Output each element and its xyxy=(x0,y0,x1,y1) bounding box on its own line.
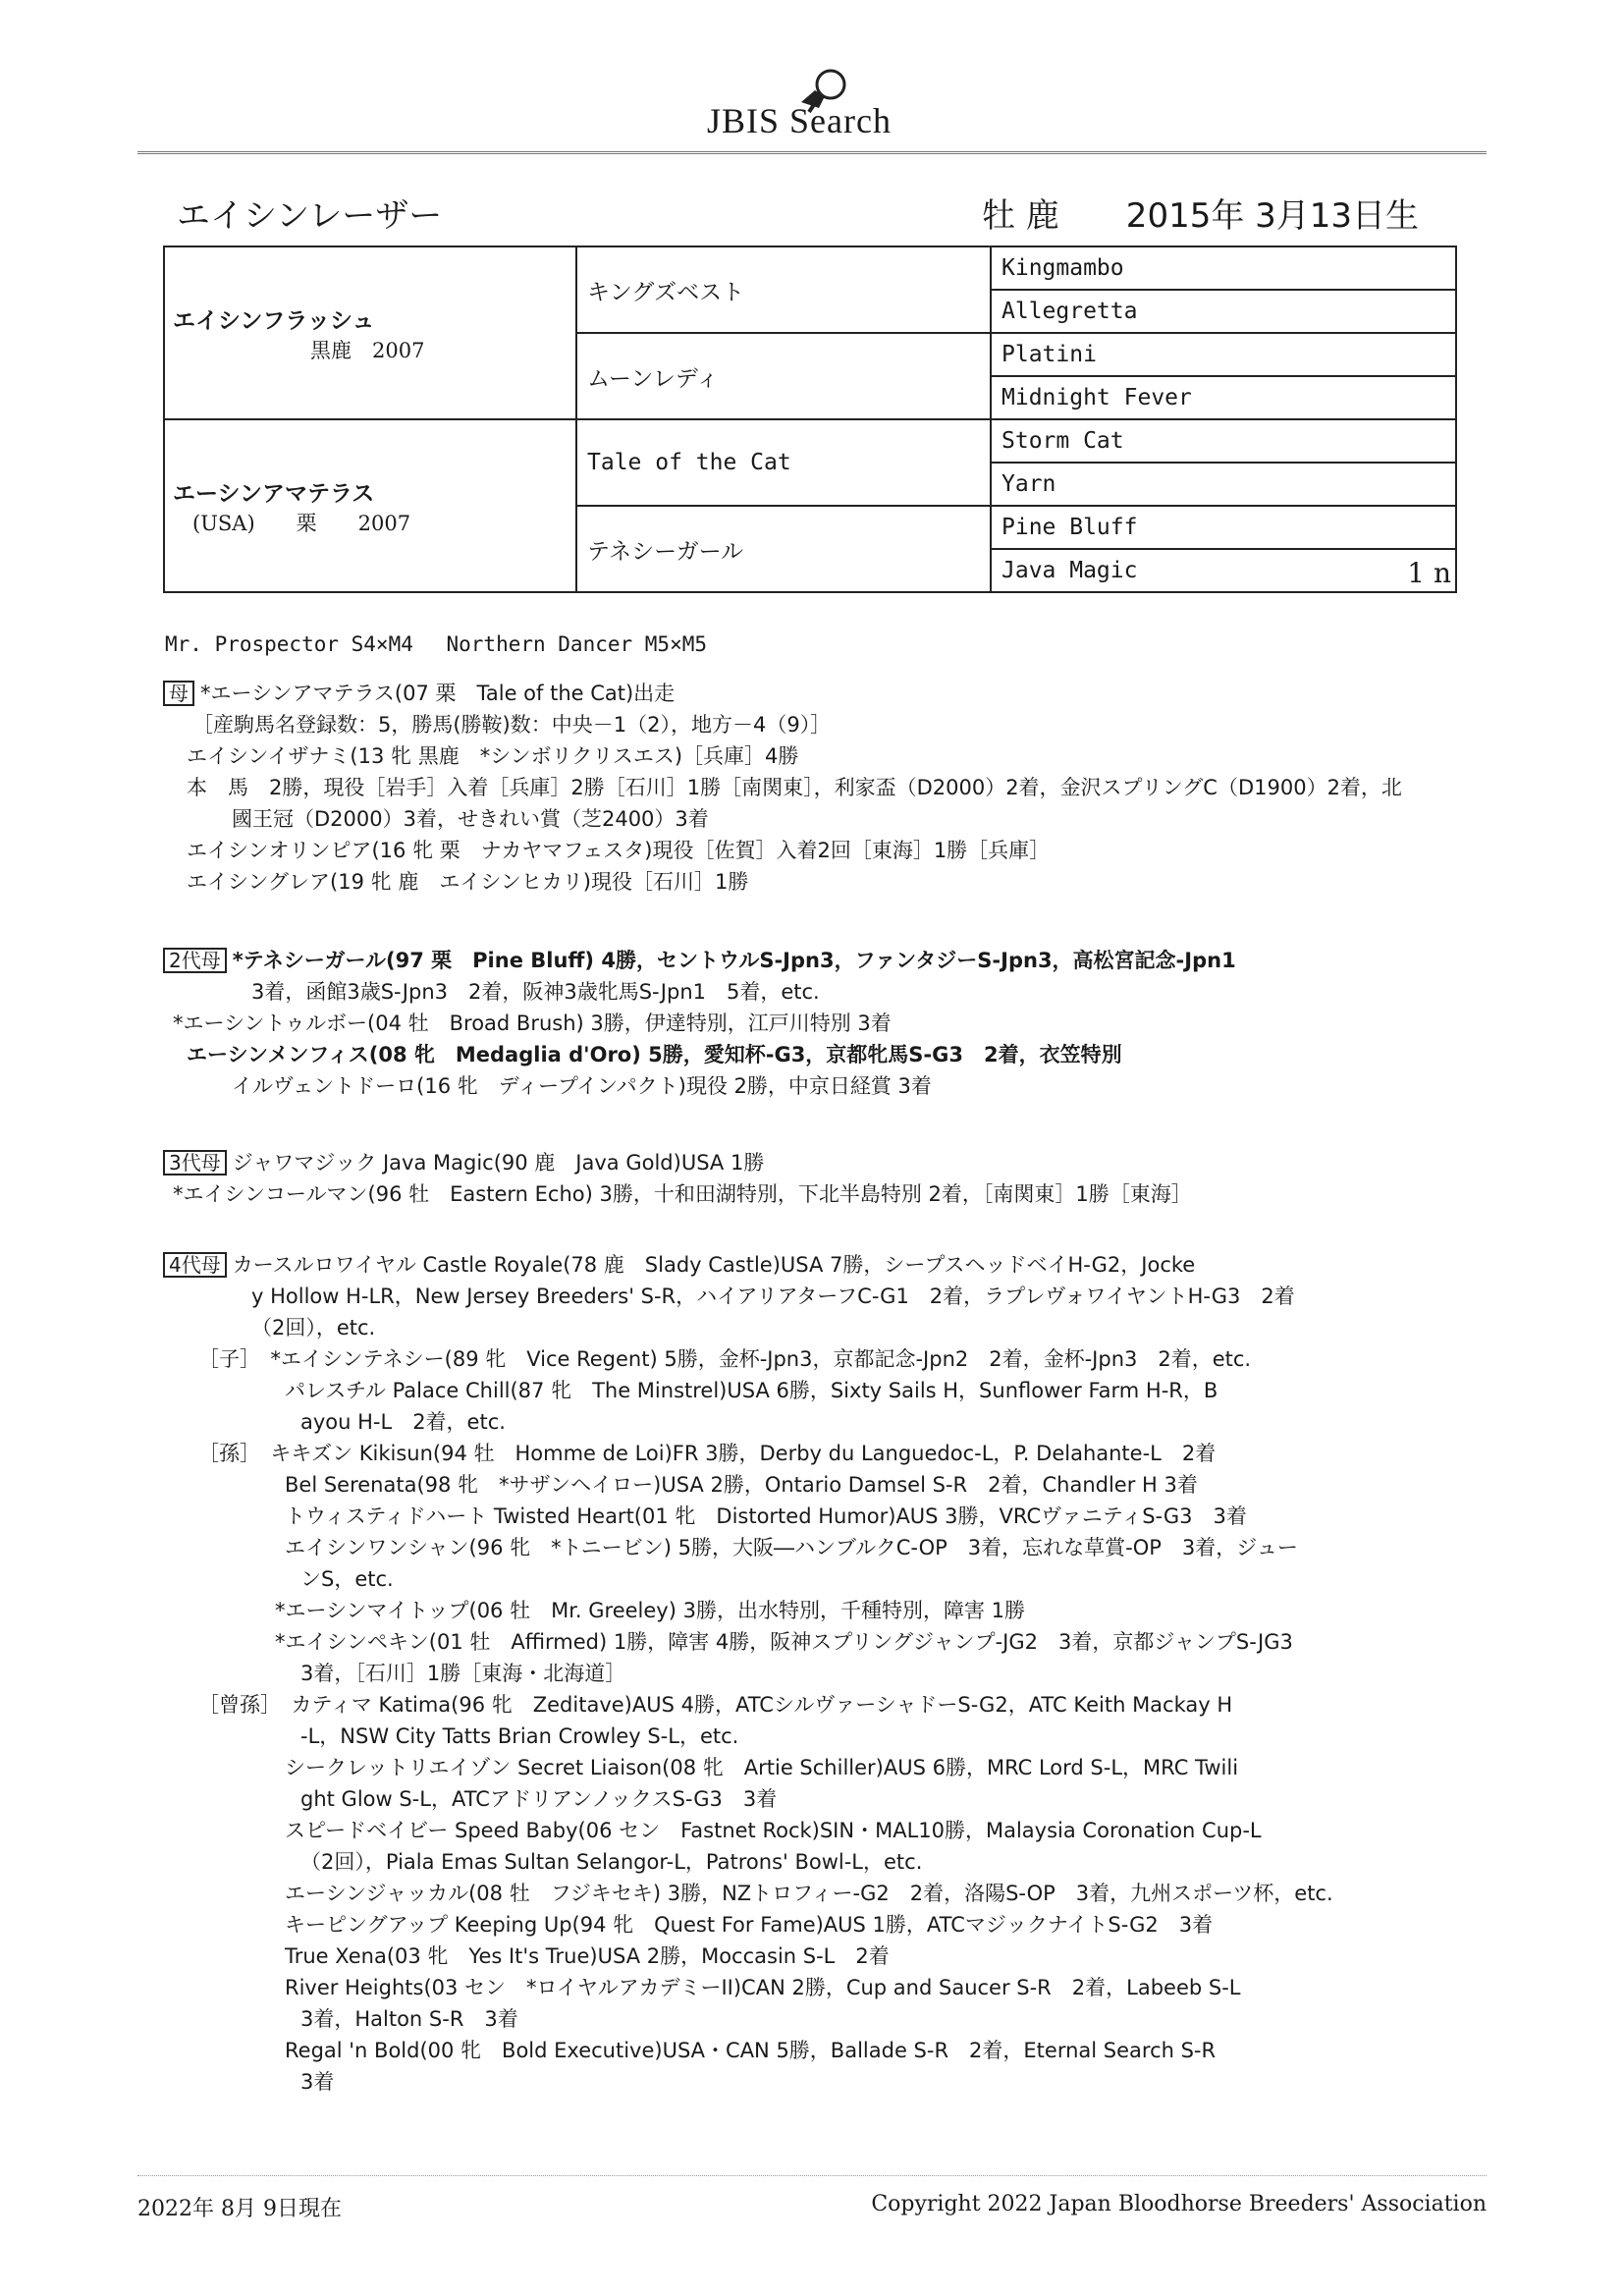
list-item: エイシンワンシャン(96 牝 *トニービン) 5勝，大阪―ハンブルクC-OP 3着，忘れな草賞-OP 3着，ジュー xyxy=(285,1536,1298,1559)
fourth-dam-section xyxy=(163,1249,1333,2098)
list-item: 本 馬 2勝，現役［岩手］入着［兵庫］2勝［石川］1勝［南関東］，利家盃（D2000）2着，金沢スプリングC（D1900）2着，北 xyxy=(187,776,1402,799)
list-item: エーシンジャッカル(08 牡 フジキセキ) 3勝，NZトロフィー-G2 2着，洛陽S-OP 3着，九州スポーツ杯，etc. xyxy=(285,1882,1333,1905)
section-tag: 母 xyxy=(163,681,194,706)
dam-name: エーシンアマテラス xyxy=(173,480,375,507)
section-tag: 4代母 xyxy=(163,1252,227,1278)
footer-rule xyxy=(137,2175,1487,2176)
list-item: 母 *エーシンアマテラス(07 栗 Tale of the Cat)出走 xyxy=(163,678,1402,709)
footer-date: 2022年 8月 9日現在 xyxy=(137,2197,342,2221)
ancestor-5: Storm Cat xyxy=(991,419,1456,463)
dam-dam: テネシーガール xyxy=(576,506,991,592)
dam-cell xyxy=(164,419,576,592)
sire-name: エイシンフラッシュ xyxy=(173,307,375,334)
list-item: ayou H-L 2着，etc. xyxy=(300,1410,506,1434)
horse-info: 牡 鹿 2015年 3月13日生 xyxy=(982,196,1420,236)
ancestor-1: Kingmambo xyxy=(991,246,1456,290)
list-item: *エイシンコールマン(96 牡 Eastern Echo) 3勝，十和田湖特別，下北半島特別 2着，［南関東］1勝［東海］ xyxy=(173,1182,1192,1206)
list-item: 國王冠（D2000）3着，せきれい賞（芝2400）3着 xyxy=(232,807,709,831)
list-item: ［子］ *エイシンテネシー(89 牝 Vice Regent) 5勝，金杯-Jpn3，京都記念-Jpn2 2着，金杯-Jpn3 2着，etc. xyxy=(198,1347,1252,1371)
dam-section xyxy=(163,678,1402,898)
list-item: True Xena(03 牝 Yes It's True)USA 2勝，Moccasin S-L 2着 xyxy=(285,1944,890,1968)
sire-cell xyxy=(164,246,576,419)
third-dam-section xyxy=(163,1147,1192,1210)
ancestor-6: Yarn xyxy=(991,463,1456,506)
list-item: Bel Serenata(98 牝 *サザンヘイロー)USA 2勝，Ontario Damsel S-R 2着，Chandler H 3着 xyxy=(285,1473,1198,1497)
list-item: エイシンイザナミ(13 牝 黒鹿 *シンボリクリスエス)［兵庫］4勝 xyxy=(187,744,799,768)
list-item: エイシングレア(19 牝 鹿 エイシンヒカリ)現役［石川］1勝 xyxy=(187,870,749,894)
second-dam-section xyxy=(163,945,1236,1102)
list-item: シークレットリエイゾン Secret Liaison(08 牝 Artie Schiller)AUS 6勝，MRC Lord S-L，MRC Twili xyxy=(285,1756,1239,1779)
horse-name: エイシンレーザー xyxy=(177,196,443,236)
list-item: 3着，函館3歳S-Jpn3 2着，阪神3歳牝馬S-Jpn1 5着，etc. xyxy=(251,980,820,1004)
list-item: エーシンメンフィス(08 牝 Medaglia d'Oro) 5勝，愛知杯-G3，京都牝馬S-G3 2着，衣笠特別 xyxy=(187,1043,1122,1066)
list-item: ［産駒馬名登録数：5，勝馬(勝鞍)数：中央－1（2），地方－4（9）］ xyxy=(192,713,832,737)
list-item: イルヴェントドーロ(16 牝 ディープインパクト)現役 2勝，中京日経賞 3着 xyxy=(232,1074,932,1098)
list-item: ンS，etc. xyxy=(300,1567,394,1591)
list-item: 3着 xyxy=(300,2070,335,2094)
sire-dam: ムーンレディ xyxy=(576,333,991,419)
list-item: （2回），etc. xyxy=(251,1316,376,1339)
header-rule xyxy=(137,151,1487,154)
jbis-search-logo xyxy=(707,77,933,147)
list-item: ［孫］ キキズン Kikisun(94 牡 Homme de Loi)FR 3勝，Derby du Languedoc-L，P. Delahante-L 2着 xyxy=(198,1442,1217,1465)
logo-text: JBIS Search xyxy=(707,101,892,140)
list-item: 3着，Halton S-R 3着 xyxy=(300,2007,518,2031)
list-item: *エーシンマイトップ(06 牡 Mr. Greeley) 3勝，出水特別，千種特別，障害 1勝 xyxy=(275,1599,1026,1622)
list-item: y Hollow H-LR，New Jersey Breeders' S-R，ハイアリアターフC-G1 2着，ラプレヴォワイヤントH-G3 2着 xyxy=(251,1285,1295,1308)
footer-copyright: Copyright 2022 Japan Bloodhorse Breeders' Association xyxy=(871,2192,1487,2216)
ancestor-8-name: Java Magic xyxy=(1001,558,1138,583)
ancestor-8 xyxy=(991,549,1456,592)
ancestor-7: Pine Bluff xyxy=(991,506,1456,549)
list-item: River Heights(03 セン *ロイヤルアカデミーII)CAN 2勝，Cup and Saucer S-R 2着，Labeeb S-L xyxy=(285,1976,1241,1999)
inbreeding-line: Mr. Prospector S4×M4 Northern Dancer M5×M5 xyxy=(165,632,708,656)
list-item: -L，NSW City Tatts Brian Crowley S-L，etc. xyxy=(300,1724,739,1748)
list-item: （2回），Piala Emas Sultan Selangor-L，Patrons' Bowl-L，etc. xyxy=(300,1850,923,1874)
dam-sire: Tale of the Cat xyxy=(576,419,991,506)
section-tag: 2代母 xyxy=(163,948,227,973)
list-item: スピードベイビー Speed Baby(06 セン Fastnet Rock)SIN・MAL10勝，Malaysia Coronation Cup-L xyxy=(285,1819,1262,1842)
list-item: パレスチル Palace Chill(87 牝 The Minstrel)USA 6勝，Sixty Sails H，Sunflower Farm H-R，B xyxy=(285,1379,1218,1402)
list-item: 3代母 ジャワマジック Java Magic(90 鹿 Java Gold)USA 1勝 xyxy=(163,1147,1192,1178)
list-item: Regal 'n Bold(00 牝 Bold Executive)USA・CAN 5勝，Ballade S-R 2着，Eternal Search S-R xyxy=(285,2039,1217,2062)
family-number: 1 n xyxy=(1407,557,1451,589)
section-tag: 3代母 xyxy=(163,1150,227,1175)
ancestor-3: Platini xyxy=(991,333,1456,376)
list-item: ［曾孫］ カティマ Katima(96 牝 Zeditave)AUS 4勝，ATCシルヴァーシャドーS-G2，ATC Keith Mackay H xyxy=(198,1693,1233,1717)
list-item: *エーシントゥルボー(04 牡 Broad Brush) 3勝，伊達特別，江戸川特別 3着 xyxy=(173,1011,892,1035)
sire-sire: キングズベスト xyxy=(576,246,991,333)
sire-info: 黒鹿 2007 xyxy=(310,338,425,362)
list-item: 2代母 *テネシーガール(97 栗 Pine Bluff) 4勝，セントウルS-Jpn3，ファンタジーS-Jpn3，高松宮記念-Jpn1 xyxy=(163,945,1236,976)
pedigree-table xyxy=(163,246,1457,593)
list-item: 4代母 カースルロワイヤル Castle Royale(78 鹿 Slady Castle)USA 7勝，シープスヘッドベイH-G2，Jocke xyxy=(163,1249,1333,1281)
dam-info: (USA) 栗 2007 xyxy=(192,511,411,535)
list-item: トウィスティドハート Twisted Heart(01 牝 Distorted Humor)AUS 3勝，VRCヴァニティS-G3 3着 xyxy=(285,1504,1247,1528)
list-item: エイシンオリンピア(16 牝 栗 ナカヤマフェスタ)現役［佐賀］入着2回［東海］1勝［兵庫］ xyxy=(187,839,1051,862)
list-item: *エイシンペキン(01 牡 Affirmed) 1勝，障害 4勝，阪神スプリングジャンプ-JG2 3着，京都ジャンプS-JG3 xyxy=(275,1630,1293,1654)
list-item: 3着，［石川］1勝［東海・北海道］ xyxy=(300,1662,626,1685)
list-item: キーピングアップ Keeping Up(94 牝 Quest For Fame)AUS 1勝，ATCマジックナイトS-G2 3着 xyxy=(285,1913,1214,1937)
ancestor-2: Allegretta xyxy=(991,290,1456,333)
list-item: ght Glow S-L，ATCアドリアンノックスS-G3 3着 xyxy=(300,1787,778,1811)
ancestor-4: Midnight Fever xyxy=(991,376,1456,419)
